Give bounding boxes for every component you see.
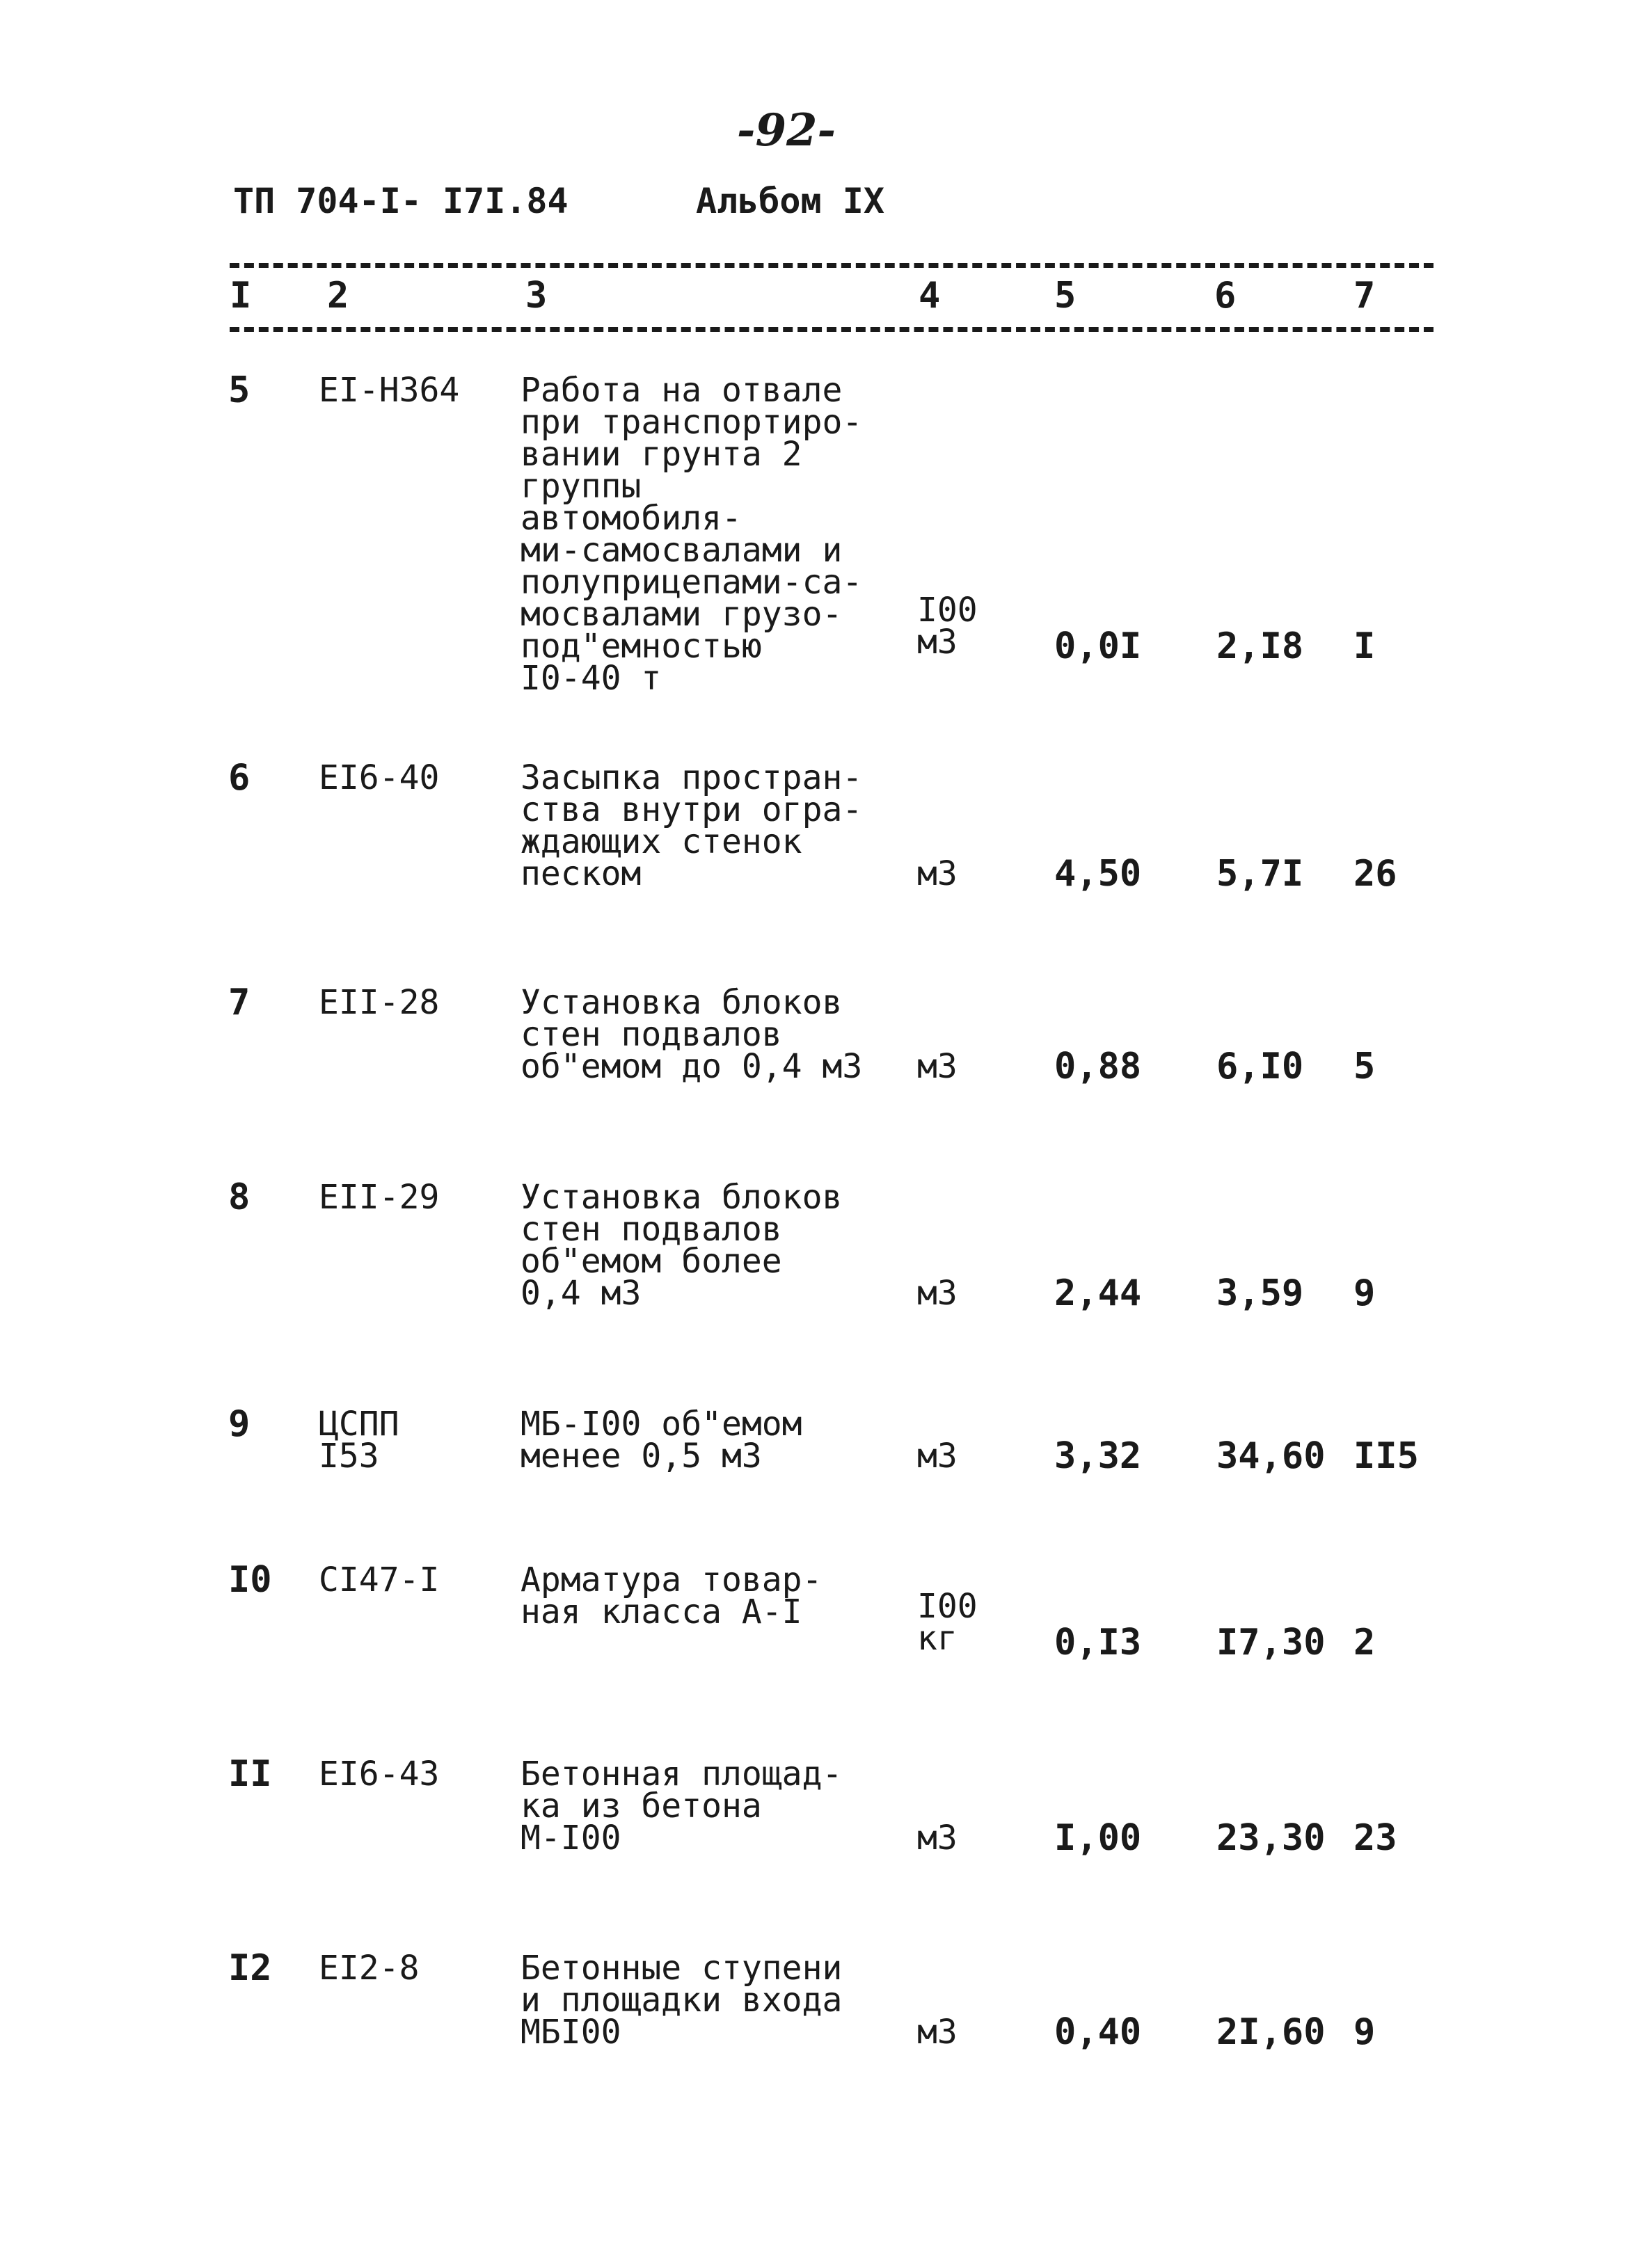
row-price: 2I,60 — [1216, 2011, 1326, 2053]
table-top-rule — [230, 263, 1433, 268]
row-unit: м3 — [917, 1437, 958, 1476]
row-unit: I00 м3 — [917, 591, 978, 662]
row-description: Установка блоков стен подвалов об"емом более 0,4 м3 — [521, 1178, 843, 1313]
column-header-7: 7 — [1353, 275, 1376, 317]
row-number: 7 — [228, 982, 251, 1023]
row-quantity: 4,50 — [1054, 853, 1142, 895]
row-cost: 2 — [1353, 1622, 1376, 1663]
row-price: 23,30 — [1216, 1817, 1326, 1859]
row-quantity: 0,I3 — [1054, 1622, 1142, 1663]
row-code: EI2-8 — [319, 1949, 420, 1988]
row-description: Работа на отвале при транспортиро- вании грунта 2 группы автомобиля- ми-самосвалами и полуприцепами-са- мосвалами грузо- под"емностью I0-40 т — [521, 371, 863, 698]
table-header-rule — [230, 327, 1433, 332]
row-cost: 9 — [1353, 2011, 1376, 2053]
row-cost: I — [1353, 625, 1376, 667]
column-header-2: 2 — [327, 275, 349, 317]
row-number: 6 — [228, 757, 251, 799]
row-quantity: 3,32 — [1054, 1435, 1142, 1477]
row-number: 9 — [228, 1403, 251, 1445]
row-unit: м3 — [917, 1047, 958, 1086]
row-description: Арматура товар- ная класса А-I — [521, 1560, 823, 1631]
row-code: ЦСПП I53 — [319, 1405, 399, 1476]
row-description: Бетонная площад- ка из бетона М-I00 — [521, 1755, 843, 1858]
row-code: EI6-40 — [319, 758, 440, 797]
row-cost: 5 — [1353, 1046, 1376, 1087]
column-headers — [0, 275, 1652, 324]
row-price: I7,30 — [1216, 1622, 1326, 1663]
row-code: EII-28 — [319, 983, 440, 1022]
row-unit: I00 кг — [917, 1587, 978, 1658]
document-code: ТП 704-I- I7I.84 — [233, 181, 569, 221]
row-quantity: 0,0I — [1054, 625, 1142, 667]
column-header-6: 6 — [1214, 275, 1237, 317]
row-price: 5,7I — [1216, 853, 1304, 895]
row-description: Бетонные ступени и площадки входа МБI00 — [521, 1949, 843, 2052]
column-header-4: 4 — [919, 275, 941, 317]
row-number: 8 — [228, 1176, 251, 1218]
column-header-3: 3 — [525, 275, 548, 317]
row-number: I2 — [228, 1947, 272, 1989]
row-unit: м3 — [917, 1274, 958, 1313]
row-quantity: 0,40 — [1054, 2011, 1142, 2053]
row-description: МБ-I00 об"емом менее 0,5 м3 — [521, 1405, 802, 1476]
row-number: I0 — [228, 1559, 272, 1601]
row-code: EI-H364 — [319, 371, 460, 410]
column-header-5: 5 — [1054, 275, 1077, 317]
page-number: -92- — [736, 104, 836, 157]
album-label: Альбом IX — [696, 181, 884, 221]
row-price: 2,I8 — [1216, 625, 1304, 667]
row-cost: II5 — [1353, 1435, 1419, 1477]
row-code: EI6-43 — [319, 1755, 440, 1794]
row-quantity: 0,88 — [1054, 1046, 1142, 1087]
row-cost: 26 — [1353, 853, 1397, 895]
row-description: Установка блоков стен подвалов об"емом до 0,4 м3 — [521, 983, 863, 1086]
row-cost: 9 — [1353, 1272, 1376, 1314]
document-header — [233, 174, 1486, 230]
row-unit: м3 — [917, 854, 958, 893]
row-number: 5 — [228, 369, 251, 411]
column-header-1: I — [230, 275, 252, 317]
row-quantity: I,00 — [1054, 1817, 1142, 1859]
row-unit: м3 — [917, 2013, 958, 2052]
row-description: Засыпка простран- ства внутри огра- ждающих стенок песком — [521, 758, 863, 893]
row-price: 34,60 — [1216, 1435, 1326, 1477]
row-price: 3,59 — [1216, 1272, 1304, 1314]
row-unit: м3 — [917, 1819, 958, 1858]
row-code: CI47-I — [319, 1560, 440, 1599]
row-quantity: 2,44 — [1054, 1272, 1142, 1314]
row-code: EII-29 — [319, 1178, 440, 1217]
row-price: 6,I0 — [1216, 1046, 1304, 1087]
row-cost: 23 — [1353, 1817, 1397, 1859]
row-number: II — [228, 1753, 272, 1795]
